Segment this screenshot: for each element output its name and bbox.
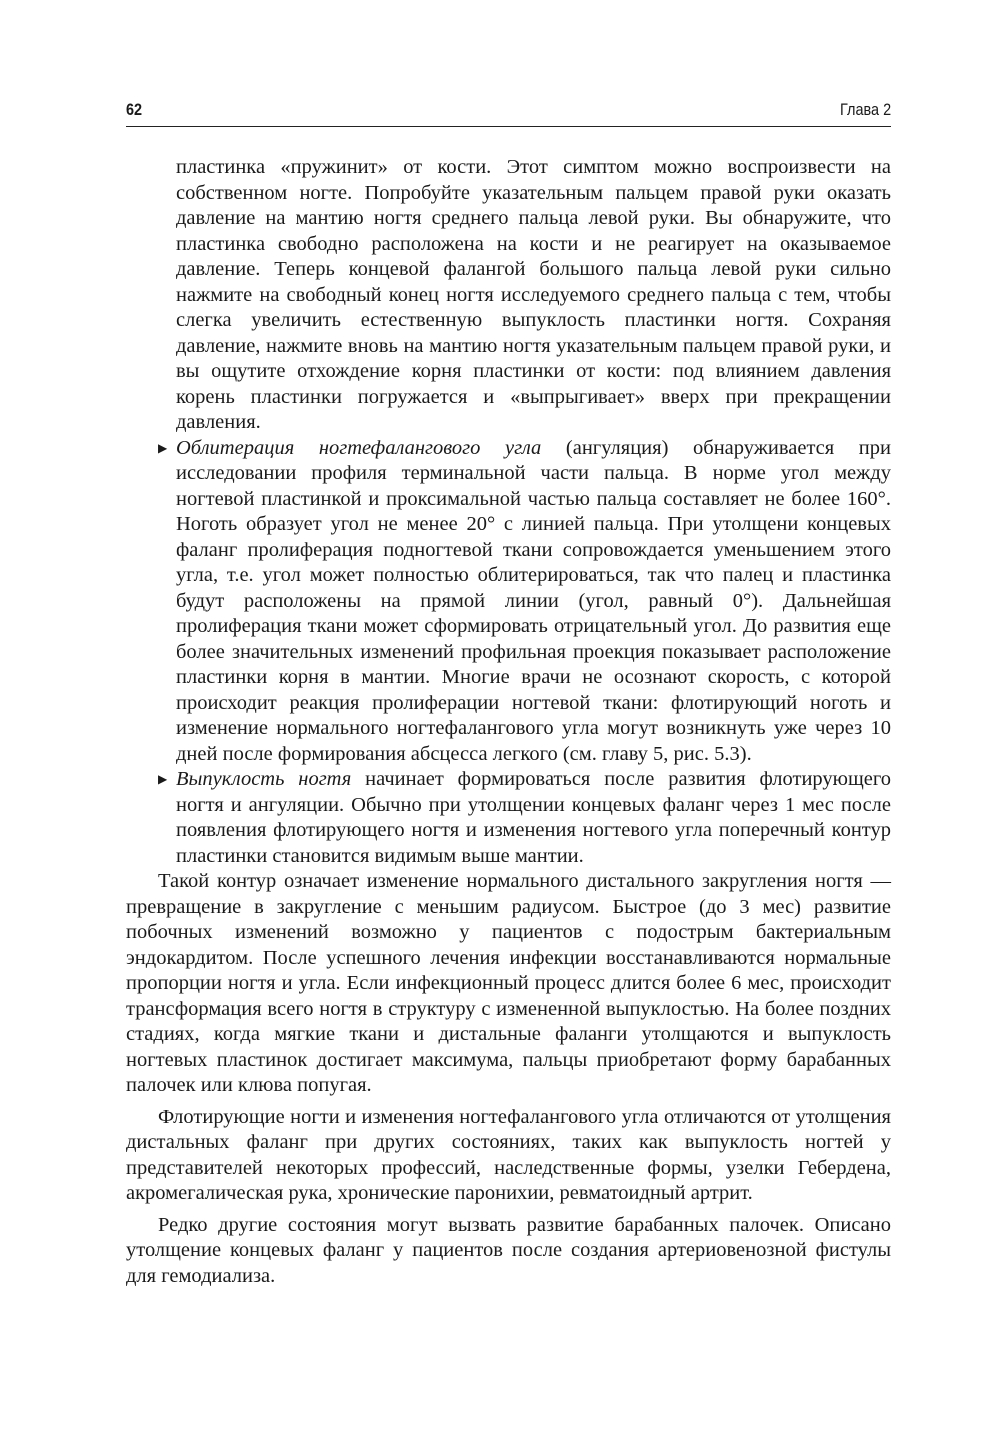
triangle-bullet-icon: ▶ bbox=[158, 440, 168, 455]
bullet-term: Выпуклость ногтя bbox=[176, 768, 352, 790]
bullet-item-convexity bbox=[126, 767, 891, 869]
bullet-text: начинает формироваться после развития флотирующего ногтя и ангуляции. Обычно при утолщении концевых фаланг через 1 мес после появления флотирующего ногтя и изменения ногтевого угла поперечный контур пластинки становится видимым выше мантии. bbox=[176, 768, 891, 867]
body-paragraph: Флотирующие ногти и изменения ногтефалангового угла отличаются от утолщения дистальных фаланг при других состояниях, таких как выпуклость ногтей у представителей некоторых профессий, наследственные формы, узелки Гебердена, акромегалическая рука, хронические паронихии, ревматоидный артрит. bbox=[126, 1105, 891, 1204]
page-body bbox=[126, 155, 891, 1289]
bullet-item-angulation bbox=[126, 436, 891, 768]
body-paragraph: Такой контур означает изменение нормального дистального закругления ногтя — превращение в закругление с меньшим радиусом. Быстрое (до 3 мес) развитие побочных изменений возможно у пациентов с подострым бактериальным эндокардитом. После успешного лечения инфекции восстанавливаются нормальные пропорции ногтя и угла. Если инфекционный процесс длится более 6 мес, происходит трансформация всего ногтя в структуру с измененной выпуклостью. На более поздних стадиях, когда мягкие ткани и дистальные фаланги утолщаются и выпуклость ногтевых пластинок достигает максимума, пальцы приобретают форму барабанных палочек или клюва попугая. bbox=[126, 870, 891, 1096]
bullet-text: (ангуляция) обнаруживается при исследовании профиля терминальной части пальца. В норме угол между ногтевой пластинкой и проксимальной частью пальца составляет не более 160°. Ноготь образует угол не менее 20° с линией пальца. При утолщени концевых фаланг пролиферация подногтевой ткани сопровождается уменьшением этого угла, т.е. угол может полностью облитерироваться, так что палец и пластинка будут расположены на прямой линии (угол, равный 0°). Дальнейшая пролиферация ткани может сформировать отрицательный угол. До развития еще более значительных изменений профильная проекция показывает расположение пластинки корня в мантии. Многие врачи не осознают скорость, с которой происходит реакция пролиферации ногтевой ткани: флотирующий ноготь и изменение нормального ногтефалангового угла могут возникнуть уже через 10 дней после формирования абсцесса легкого (см. главу 5, рис. 5.3). bbox=[176, 436, 891, 765]
triangle-bullet-icon: ▶ bbox=[158, 772, 168, 786]
page-header bbox=[126, 100, 891, 127]
continuation-paragraph: пластинка «пружинит» от кости. Этот симптом можно воспроизвести на собственном ногте. Попробуйте указательным пальцем правой руки оказать давление на мантию ногтя среднего пальца левой руки. Вы обнаружите, что пластинка свободно расположена на кости и не реагирует на оказываемое давление. Теперь концевой фалангой большого пальца левой руки сильно нажмите на свободный конец ногтя исследуемого среднего пальца с тем, чтобы слегка увеличить естественную выпуклость пластинки ногтя. Сохраняя давление, нажмите вновь на мантию ногтя указательным пальцем правой руки, и вы ощутите отхождение корня пластинки от кости: под влиянием давления корень пластинки погружается и «выпрыгивает» вверх при прекращении давления. bbox=[176, 156, 891, 433]
page-number: 62 bbox=[126, 100, 143, 119]
chapter-title: Глава 2 bbox=[839, 100, 891, 119]
body-paragraph: Редко другие состояния могут вызвать развитие барабанных палочек. Описано утолщение концевых фаланг у пациентов после создания артериовенозной фистулы для гемодиализа. bbox=[126, 1213, 891, 1287]
bullet-term: Облитерация ногтефалангового угла bbox=[176, 436, 542, 459]
